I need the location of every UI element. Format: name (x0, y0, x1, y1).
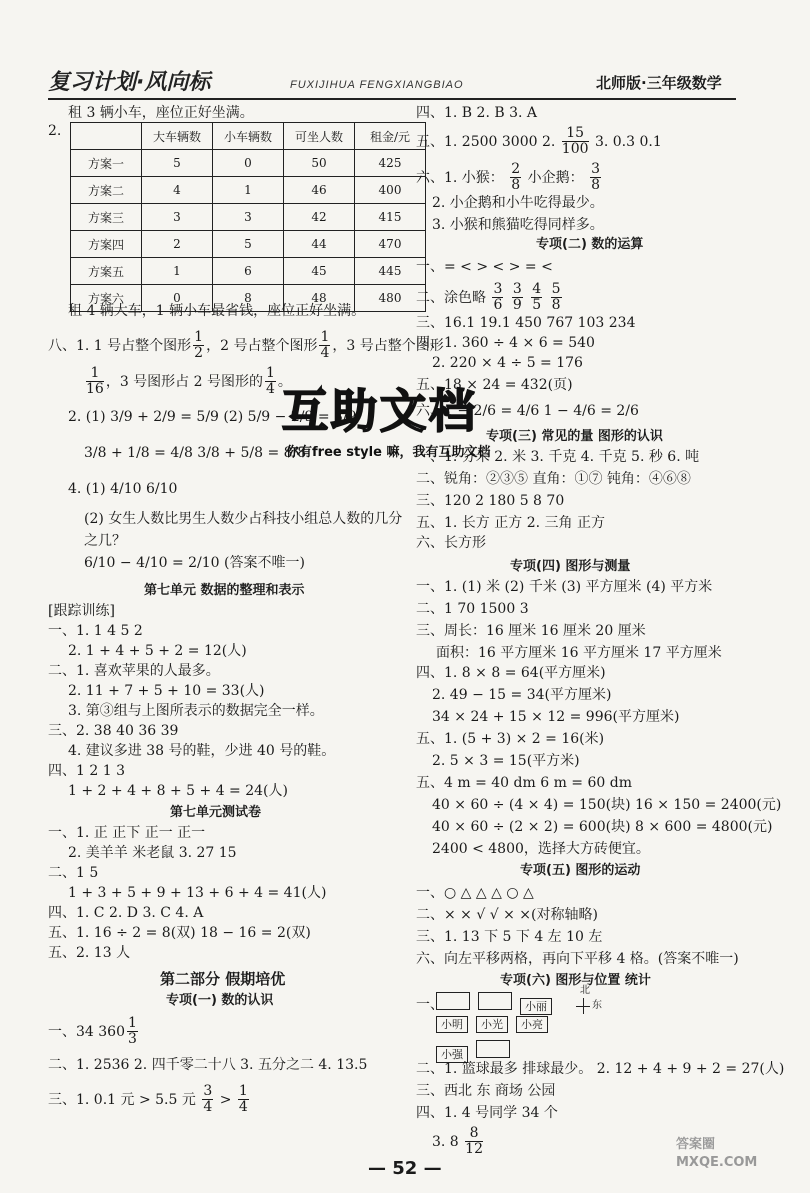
section-title: 专项(五) 图形的运动 (520, 863, 641, 878)
table-cell: 46 (284, 177, 355, 204)
table-cell: 4 (142, 177, 213, 204)
answer-line: 之几？ (84, 533, 126, 549)
table-row (71, 258, 426, 285)
table-cell: 1 (142, 258, 213, 285)
seat-box: 小丽 (520, 998, 552, 1015)
series-pinyin: FUXIJIHUA FENGXIANGBIAO (290, 79, 464, 91)
fraction: $\frac{1}{4}$ (238, 1083, 248, 1116)
answer-line: 三、1. 13 下 5 下 4 左 10 左 (416, 929, 603, 945)
table-cell: 1 (213, 177, 284, 204)
table-cell: 50 (284, 150, 355, 177)
rental-plan-table (70, 122, 426, 312)
answer-line: 五、1. 16 ÷ 2 = 8(双) 18 − 16 = 2(双) (48, 925, 311, 941)
answer-line: 五、4 m = 40 dm 6 m = 60 dm (416, 775, 632, 791)
fraction: $\frac{1}{2}$ (194, 329, 204, 362)
compass-east-label: 东 (592, 1000, 602, 1011)
answer-line: 2. 5 × 3 = 15(平方米) (432, 753, 580, 769)
section-title: 专项(六) 图形与位置 统计 (500, 973, 651, 988)
answer-line: 六、向左平移两格，再向下平移 4 格。(答案不唯一) (416, 951, 739, 967)
answer-line: 一、 (416, 997, 444, 1013)
fraction: $\frac{5}{8}$ (551, 281, 561, 314)
answer-line: 三、2. 38 40 36 39 (48, 723, 179, 739)
answer-line: 2. 美羊羊 米老鼠 3. 27 15 (68, 845, 237, 861)
compass-north-label: 北 (580, 985, 590, 996)
page-number: — 52 — (368, 1158, 442, 1179)
fraction: $\frac{4}{5}$ (532, 281, 542, 314)
table-cell: 480 (355, 285, 426, 312)
fraction: $\frac{3}{9}$ (512, 281, 522, 314)
part-title: 第二部分 假期培优 (160, 970, 286, 988)
fraction: $\frac{15}{100}$ (561, 125, 589, 158)
answer-line: 二、1 5 (48, 865, 99, 881)
answer-line: 四、1. 8 × 8 = 64(平方厘米) (416, 665, 606, 681)
section-title: 专项(一) 数的认识 (166, 993, 274, 1008)
answer-line: 一、1. 正 正下 正一 正一 (48, 825, 206, 841)
section-title: 第七单元测试卷 (170, 805, 262, 820)
table-cell: 445 (355, 258, 426, 285)
table-cell: 8 (213, 285, 284, 312)
table-cell: 400 (355, 177, 426, 204)
answer-line: 34 × 24 + 15 × 12 = 996(平方厘米) (432, 709, 680, 725)
fraction: $\frac{8}{12}$ (465, 1125, 483, 1158)
answer-line: 4. 建议多进 38 号的鞋，少进 40 号的鞋。 (68, 743, 336, 759)
table-cell: 方案五 (71, 258, 142, 285)
answer-line: 1 + 3 + 5 + 9 + 13 + 6 + 4 = 41(人) (68, 885, 327, 901)
answer-line: 三、120 2 180 5 8 70 (416, 493, 565, 509)
answer-line: 40 × 60 ÷ (2 × 2) = 600(块) 8 × 600 = 4800(元) (432, 819, 773, 835)
answer-text: 八、1. 1 号占整个图形 (48, 337, 192, 354)
seat-box (436, 992, 470, 1010)
table-cell: 5 (213, 231, 284, 258)
answer-line: 3/8 + 1/8 = 4/8 3/8 + 5/8 = 8/8 (84, 445, 307, 461)
table-header-cell: 大车辆数 (142, 123, 213, 150)
answer-line: 五、2. 13 人 (48, 945, 131, 961)
seat-grid-row (436, 1016, 556, 1033)
table-cell: 42 (284, 204, 355, 231)
fraction: $\frac{3}{8}$ (591, 161, 601, 194)
answer-line: 2. 11 + 7 + 5 + 10 = 33(人) (68, 683, 265, 699)
series-logo: 复习计划·风向标 (48, 70, 211, 95)
table-header-cell: 可坐人数 (284, 123, 355, 150)
fraction: $\frac{1}{16}$ (86, 365, 104, 398)
table-cell: 0 (213, 150, 284, 177)
table-cell: 方案三 (71, 204, 142, 231)
answer-text: 一、34 360 (48, 1023, 125, 1040)
table-header-cell: 小车辆数 (213, 123, 284, 150)
answer-line: 一、1. 分米 2. 米 3. 千克 4. 千克 5. 秒 6. 吨 (416, 449, 700, 465)
answer-line: 一、1. 1 4 5 2 (48, 623, 143, 639)
answer-line: 二、1 70 1500 3 (416, 601, 529, 617)
answer-line (84, 366, 292, 398)
table-header-cell (71, 123, 142, 150)
answer-line: 2400 < 4800，选择大方砖便宜。 (432, 841, 650, 857)
table-cell: 5 (142, 150, 213, 177)
answer-line: 2. 1 + 4 + 5 + 2 = 12(人) (68, 643, 247, 659)
answer-line: 三、1. 0.1 元 > 5.5 元 $\frac{3}{4}$ > $\frac{1}{4}$ (48, 1083, 248, 1116)
answer-line: 3. 第③组与上图所表示的数据完全一样。 (68, 703, 324, 719)
table-header-row (71, 123, 426, 150)
answer-text: 3. 0.3 0.1 (594, 133, 662, 150)
table-cell: 45 (284, 258, 355, 285)
answer-line: 三、周长：16 厘米 16 厘米 20 厘米 (416, 623, 646, 639)
text-line: 租 3 辆小车，座位正好坐满。 (68, 105, 254, 121)
answer-line: 六、1 − 2/6 = 4/6 1 − 4/6 = 2/6 (416, 403, 639, 419)
table-cell: 415 (355, 204, 426, 231)
answer-line: 三、16.1 19.1 450 767 103 234 (416, 315, 636, 331)
table-cell: 3 (213, 204, 284, 231)
answer-line: 二、1. 2536 2. 四千零二十八 3. 五分之二 4. 13.5 (48, 1057, 368, 1073)
table-cell: 方案六 (71, 285, 142, 312)
answer-line: 一、○ △ △ △ ○ △ (416, 885, 534, 901)
text-line: 租 4 辆大车，1 辆小车最省钱，座位正好坐满。 (68, 303, 366, 319)
answer-text: 。 (277, 373, 292, 390)
table-row (71, 231, 426, 258)
answer-text: 小企鹅： (527, 169, 584, 186)
answer-line: 2. 小企鹅和小牛吃得最少。 (432, 195, 604, 211)
section-title: 专项(四) 图形与测量 (510, 559, 631, 574)
seat-box: 小强 (436, 1046, 468, 1063)
table-cell: 44 (284, 231, 355, 258)
seat-box: 小亮 (516, 1016, 548, 1033)
answer-line (416, 162, 603, 194)
fraction: $\frac{1}{4}$ (266, 365, 275, 398)
answer-text: 3. 8 (432, 1133, 459, 1150)
answer-line: 五、1. (5 + 3) × 2 = 16(米) (416, 731, 605, 747)
seat-box: 小明 (436, 1016, 468, 1033)
section-title: 专项(三) 常见的量 图形的认识 (486, 429, 663, 444)
table-cell: 0 (142, 285, 213, 312)
answer-line (48, 1016, 140, 1048)
table-cell: 2 (142, 231, 213, 258)
answer-line: 三、西北 东 商场 公园 (416, 1083, 556, 1099)
seat-box (478, 992, 512, 1010)
section-title: 专项(二) 数的运算 (536, 237, 644, 252)
answer-line (48, 330, 444, 362)
table-cell: 6 (213, 258, 284, 285)
answer-text: ，3 号占整个图形 (332, 337, 444, 354)
answer-text: ，3 号图形占 2 号图形的 (105, 373, 263, 390)
sub-heading: [跟踪训练] (48, 603, 115, 619)
item-number: 2. (48, 123, 62, 139)
answer-line: 一、= < > < > = < (416, 259, 553, 275)
edition-label: 北师版·三年级数学 (596, 74, 722, 92)
answer-line: 四、1. 360 ÷ 4 × 6 = 540 (416, 335, 595, 351)
answer-text: 二、涂色略 (416, 289, 486, 306)
answer-line: 3. 小猴和熊猫吃得同样多。 (432, 217, 604, 233)
answer-line: 2. (1) 3/9 + 2/9 = 5/9 (2) 5/9 − 2/9 = 3/9 (68, 409, 357, 425)
answer-line: 2. 220 × 4 ÷ 5 = 176 (432, 355, 583, 371)
table-cell: 48 (284, 285, 355, 312)
watermark-logo: 互助文档 (282, 384, 478, 438)
answer-line: 面积：16 平方厘米 16 平方厘米 17 平方厘米 (436, 645, 722, 661)
answer-line: 一、1. (1) 米 (2) 千米 (3) 平方厘米 (4) 平方米 (416, 579, 713, 595)
fraction: $\frac{1}{4}$ (320, 329, 330, 362)
answer-text: 三、1. 0.1 元 > 5.5 元 (48, 1091, 196, 1108)
answer-line: 五、18 × 24 = 432(页) (416, 377, 573, 393)
table-header-cell: 租金/元 (355, 123, 426, 150)
seat-grid-row (436, 1040, 518, 1063)
seat-box: 小光 (476, 1016, 508, 1033)
answer-line: 四、1. C 2. D 3. C 4. A (48, 905, 204, 921)
table-cell: 方案二 (71, 177, 142, 204)
answer-line: 二、1. 篮球最多 排球最少。 2. 12 + 4 + 9 + 2 = 27(人) (416, 1061, 785, 1077)
fraction: $\frac{1}{3}$ (128, 1015, 137, 1048)
answer-text: ，2 号占整个图形 (206, 337, 318, 354)
table-cell: 470 (355, 231, 426, 258)
answer-line: 四、1 2 1 3 (48, 763, 125, 779)
answer-line (416, 282, 564, 314)
answer-line: 二、× × √ √ × ×(对称轴略) (416, 907, 598, 923)
answer-line: 4. (1) 4/10 6/10 (68, 481, 178, 497)
answer-line: (2) 女生人数比男生人数少占科技小组总人数的几分 (84, 511, 403, 527)
answer-line: 四、1. 4 号同学 34 个 (416, 1105, 558, 1121)
answer-line: 二、1. 喜欢苹果的人最多。 (48, 663, 220, 679)
answer-line: 40 × 60 ÷ (4 × 4) = 150(块) 16 × 150 = 2400(元) (432, 797, 782, 813)
watermark-slogan: 你有free style 嘛，我有互助文档 (286, 445, 491, 460)
table-cell: 方案一 (71, 150, 142, 177)
table-row (71, 204, 426, 231)
answer-text: 六、1. 小猴： (416, 169, 504, 186)
fraction: $\frac{2}{8}$ (511, 161, 521, 194)
answer-line: 四、1. B 2. B 3. A (416, 105, 538, 121)
fraction: $\frac{3}{4}$ (203, 1083, 213, 1116)
fraction: $\frac{3}{6}$ (493, 281, 503, 314)
answer-line: 6/10 − 4/10 = 2/10 (答案不唯一) (84, 555, 305, 571)
answer-line: 二、锐角：②③⑤ 直角：①⑦ 钝角：④⑥⑧ (416, 471, 691, 487)
answer-line: 1 + 2 + 4 + 8 + 5 + 4 = 24(人) (68, 783, 288, 799)
answer-line (416, 126, 662, 158)
table-row (71, 177, 426, 204)
seat-grid-row (436, 992, 560, 1015)
table-cell: 方案四 (71, 231, 142, 258)
answer-line (432, 1126, 485, 1158)
seat-box (476, 1040, 510, 1058)
table-cell: 425 (355, 150, 426, 177)
section-title: 第七单元 数据的整理和表示 (144, 583, 305, 598)
answer-line: 六、长方形 (416, 535, 486, 551)
header-rule (48, 98, 736, 100)
table-row (71, 150, 426, 177)
table-cell: 3 (142, 204, 213, 231)
site-stamp: 答案圈 MXQE.COM (676, 1137, 758, 1171)
answer-line: 五、1. 长方 正方 2. 三角 正方 (416, 515, 605, 531)
answer-line: 2. 49 − 15 = 34(平方厘米) (432, 687, 612, 703)
answer-text: 五、1. 2500 3000 2. (416, 133, 556, 150)
